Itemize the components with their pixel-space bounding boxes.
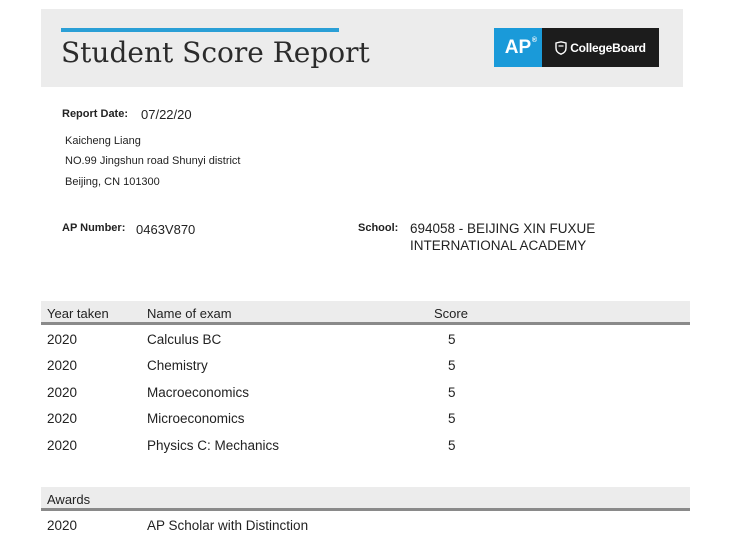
award-name: AP Scholar with Distinction — [147, 518, 309, 533]
score-year: 2020 — [47, 358, 78, 373]
score-exam-name: Calculus BC — [147, 332, 222, 347]
score-exam-name: Macroeconomics — [147, 385, 250, 400]
school-value-line1: 694058 - BEIJING XIN FUXUE — [410, 221, 596, 236]
student-address-line1: NO.99 Jingshun road Shunyi district — [65, 155, 241, 167]
score-row — [41, 433, 690, 459]
score-value: 5 — [448, 385, 456, 400]
score-value: 5 — [448, 332, 456, 347]
score-value: 5 — [448, 358, 456, 373]
report-date-label: Report Date: — [62, 108, 129, 120]
score-value: 5 — [448, 438, 456, 453]
ap-collegeboard-logo — [494, 28, 659, 67]
scores-table-header — [41, 301, 690, 325]
page-title: Student Score Report — [61, 36, 370, 69]
score-value: 5 — [448, 411, 456, 426]
score-exam-name: Chemistry — [147, 358, 208, 373]
ap-number-value: 0463V870 — [136, 222, 196, 237]
award-year: 2020 — [47, 518, 78, 533]
collegeboard-logo — [542, 28, 659, 67]
ap-logo-registered-mark: ® — [531, 37, 537, 44]
score-exam-name: Physics C: Mechanics — [147, 438, 280, 453]
score-row — [41, 327, 690, 353]
acorn-icon — [555, 41, 567, 55]
score-row — [41, 380, 690, 406]
score-exam-name: Microeconomics — [147, 411, 245, 426]
school-value — [410, 220, 595, 254]
title-accent-bar — [61, 28, 339, 32]
score-year: 2020 — [47, 438, 78, 453]
school-label: School: — [358, 222, 399, 234]
collegeboard-logo-text: CollegeBoard — [570, 40, 646, 55]
column-header-year: Year taken — [47, 306, 109, 321]
report-date-value: 07/22/20 — [141, 107, 192, 122]
school-value-line2: INTERNATIONAL ACADEMY — [410, 238, 587, 253]
ap-number-label: AP Number: — [62, 222, 126, 234]
ap-logo — [494, 28, 542, 67]
score-year: 2020 — [47, 411, 78, 426]
score-row — [41, 406, 690, 432]
award-row — [41, 513, 690, 539]
column-header-score: Score — [434, 306, 468, 321]
awards-table-header — [41, 487, 690, 511]
student-name: Kaicheng Liang — [65, 135, 141, 147]
column-header-exam: Name of exam — [147, 306, 232, 321]
score-year: 2020 — [47, 332, 78, 347]
awards-header-label: Awards — [47, 492, 91, 507]
ap-logo-text: AP — [504, 36, 532, 58]
student-address-line2: Beijing, CN 101300 — [65, 176, 160, 188]
score-year: 2020 — [47, 385, 78, 400]
score-row — [41, 353, 690, 379]
